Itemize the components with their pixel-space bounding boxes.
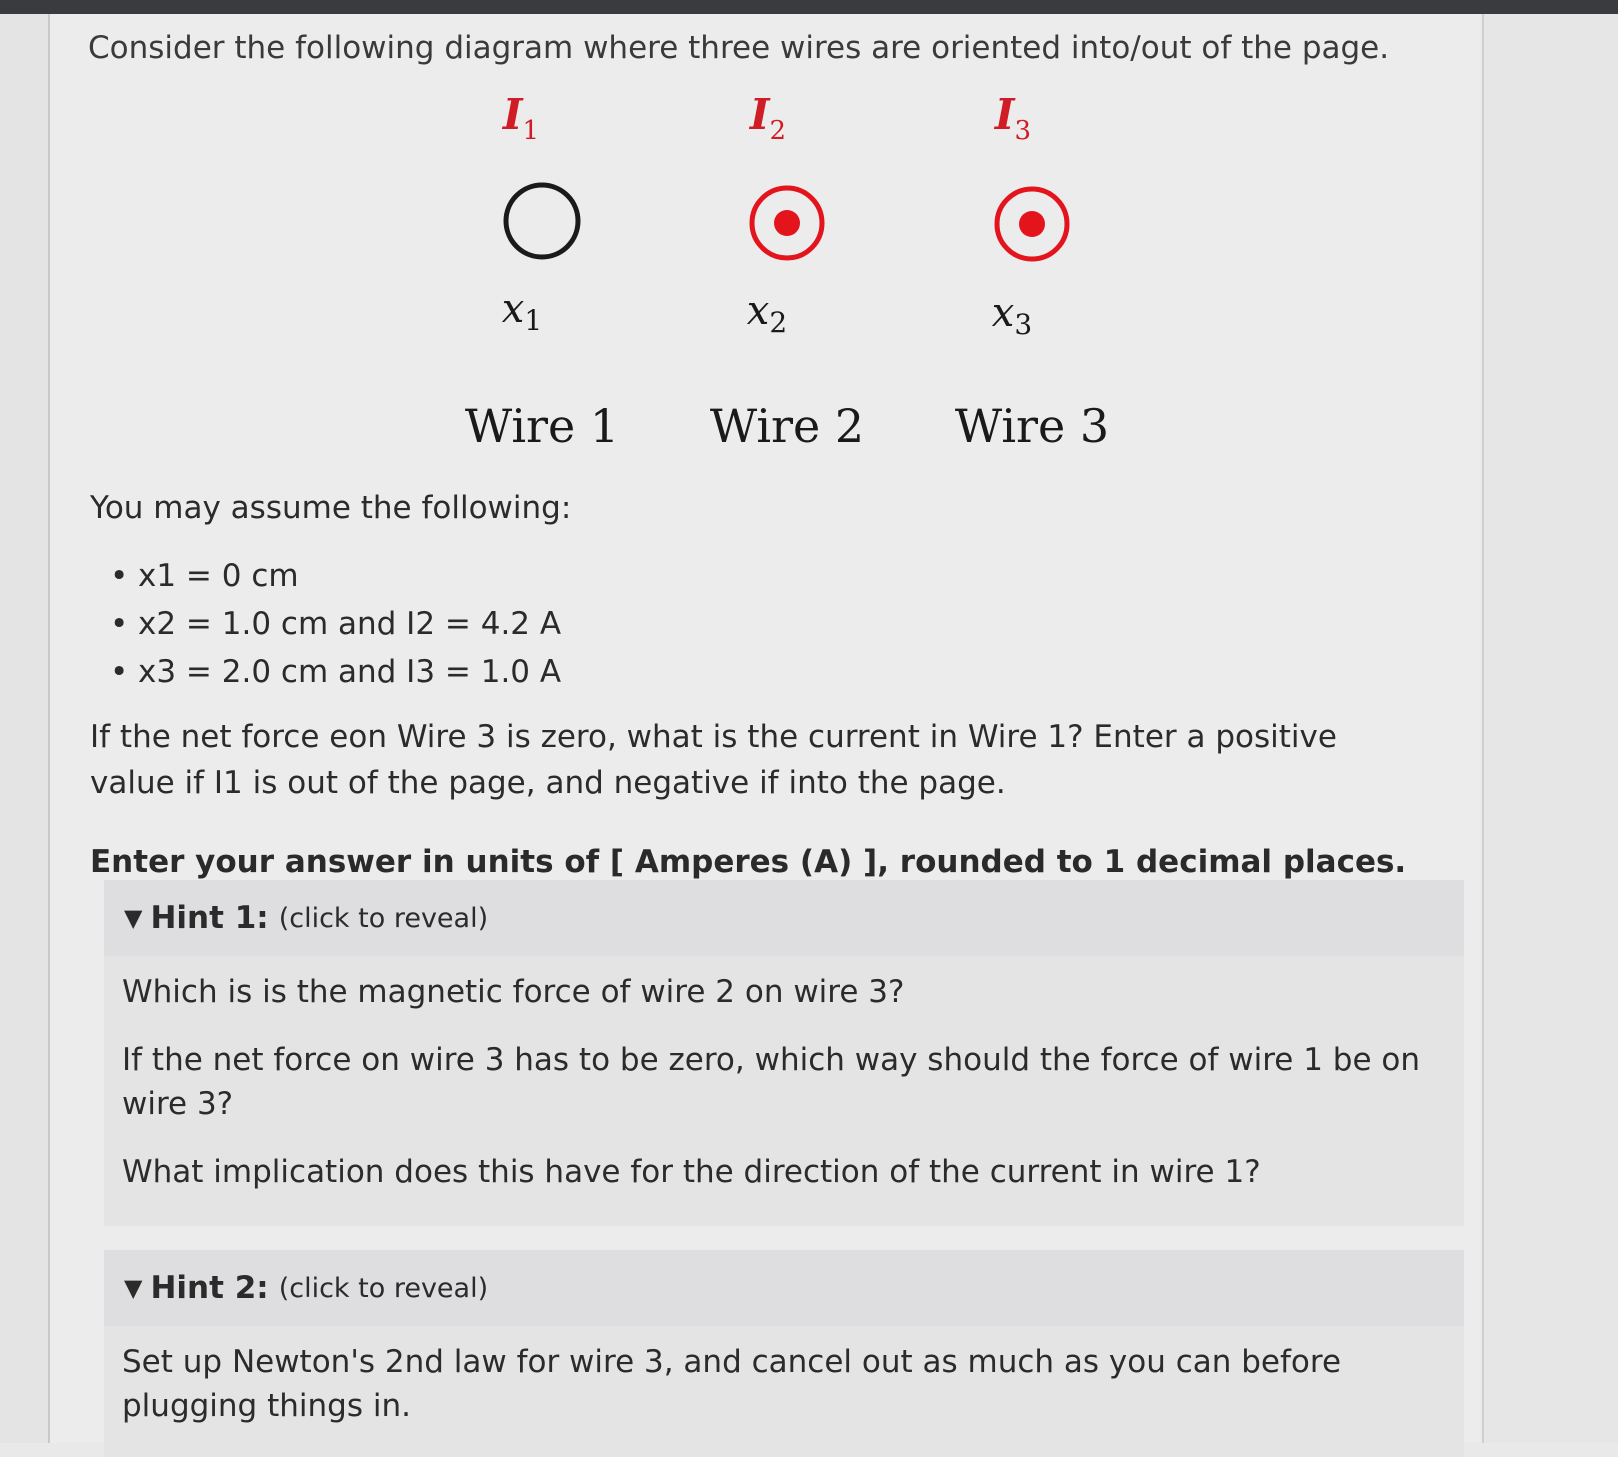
hint-2-body bbox=[104, 1326, 1464, 1428]
question-text: If the net force eon Wire 3 is zero, what is the current in Wire 1? Enter a positive value if I1 is out of the page, and negative if into the page. bbox=[90, 719, 1337, 801]
hint-2-panel bbox=[104, 1250, 1464, 1457]
wire-3-dot bbox=[1019, 211, 1045, 237]
hint-2-toggle[interactable] bbox=[104, 1250, 1464, 1326]
intro-text: Consider the following diagram where three wires are oriented into/out of the page. bbox=[88, 30, 1390, 66]
wire-1-name: Wire 1 bbox=[464, 399, 620, 453]
answer-instruction: Enter your answer in units of [ Amperes (A) ], rounded to 1 decimal places. bbox=[90, 844, 1407, 880]
wire-2-current-label: $I_2$ bbox=[749, 90, 787, 146]
wire-diagram-svg bbox=[410, 84, 1170, 484]
wire-2-dot bbox=[774, 210, 800, 236]
wire-2-name: Wire 2 bbox=[709, 399, 865, 453]
hint-1-line: If the net force on wire 3 has to be zero, which way should the force of wire 1 be on wire 3? bbox=[122, 1042, 1420, 1122]
triangle-down-icon: ▼ bbox=[124, 1274, 143, 1302]
triangle-down-icon: ▼ bbox=[124, 904, 143, 932]
hint-1-toggle[interactable] bbox=[104, 880, 1464, 956]
wire-1-group bbox=[465, 90, 619, 453]
hint-1-line: What implication does this have for the direction of the current in wire 1? bbox=[122, 1154, 1261, 1190]
assumption-item: • x1 = 0 cm bbox=[110, 552, 561, 600]
assumption-item: • x3 = 2.0 cm and I3 = 1.0 A bbox=[110, 648, 561, 696]
hint-1-line: Which is is the magnetic force of wire 2 on wire 3? bbox=[122, 974, 905, 1010]
wire-3-position-label: $x_3$ bbox=[991, 290, 1033, 341]
wire-2-group bbox=[710, 90, 864, 453]
wire-1-into-page-symbol bbox=[506, 185, 578, 257]
left-margin bbox=[0, 14, 50, 1443]
top-bar bbox=[0, 0, 1618, 14]
wire-1-current-label: $I_1$ bbox=[502, 90, 540, 146]
wire-3-current-label: $I_3$ bbox=[994, 90, 1032, 146]
wire-2-position-label: $x_2$ bbox=[746, 288, 788, 339]
assume-heading: You may assume the following: bbox=[90, 490, 572, 526]
hint-1-label: Hint 1: bbox=[150, 900, 269, 936]
hint-2-label: Hint 2: bbox=[150, 1270, 269, 1306]
wire-diagram bbox=[410, 84, 1170, 484]
hint-2-reveal-text: (click to reveal) bbox=[278, 1272, 489, 1304]
assumption-list bbox=[110, 552, 561, 696]
wire-3-group bbox=[955, 90, 1109, 453]
hint-2-line: Set up Newton's 2nd law for wire 3, and cancel out as much as you can before plugging things in. bbox=[122, 1344, 1342, 1424]
hint-1-panel bbox=[104, 880, 1464, 1226]
hint-1-reveal-text: (click to reveal) bbox=[278, 902, 489, 934]
problem-page bbox=[50, 14, 1480, 1443]
assumption-item: • x2 = 1.0 cm and I2 = 4.2 A bbox=[110, 600, 561, 648]
wire-1-position-label: $x_1$ bbox=[501, 286, 543, 337]
wire-3-name: Wire 3 bbox=[954, 399, 1110, 453]
hint-1-body bbox=[104, 956, 1464, 1194]
right-margin bbox=[1482, 14, 1618, 1443]
